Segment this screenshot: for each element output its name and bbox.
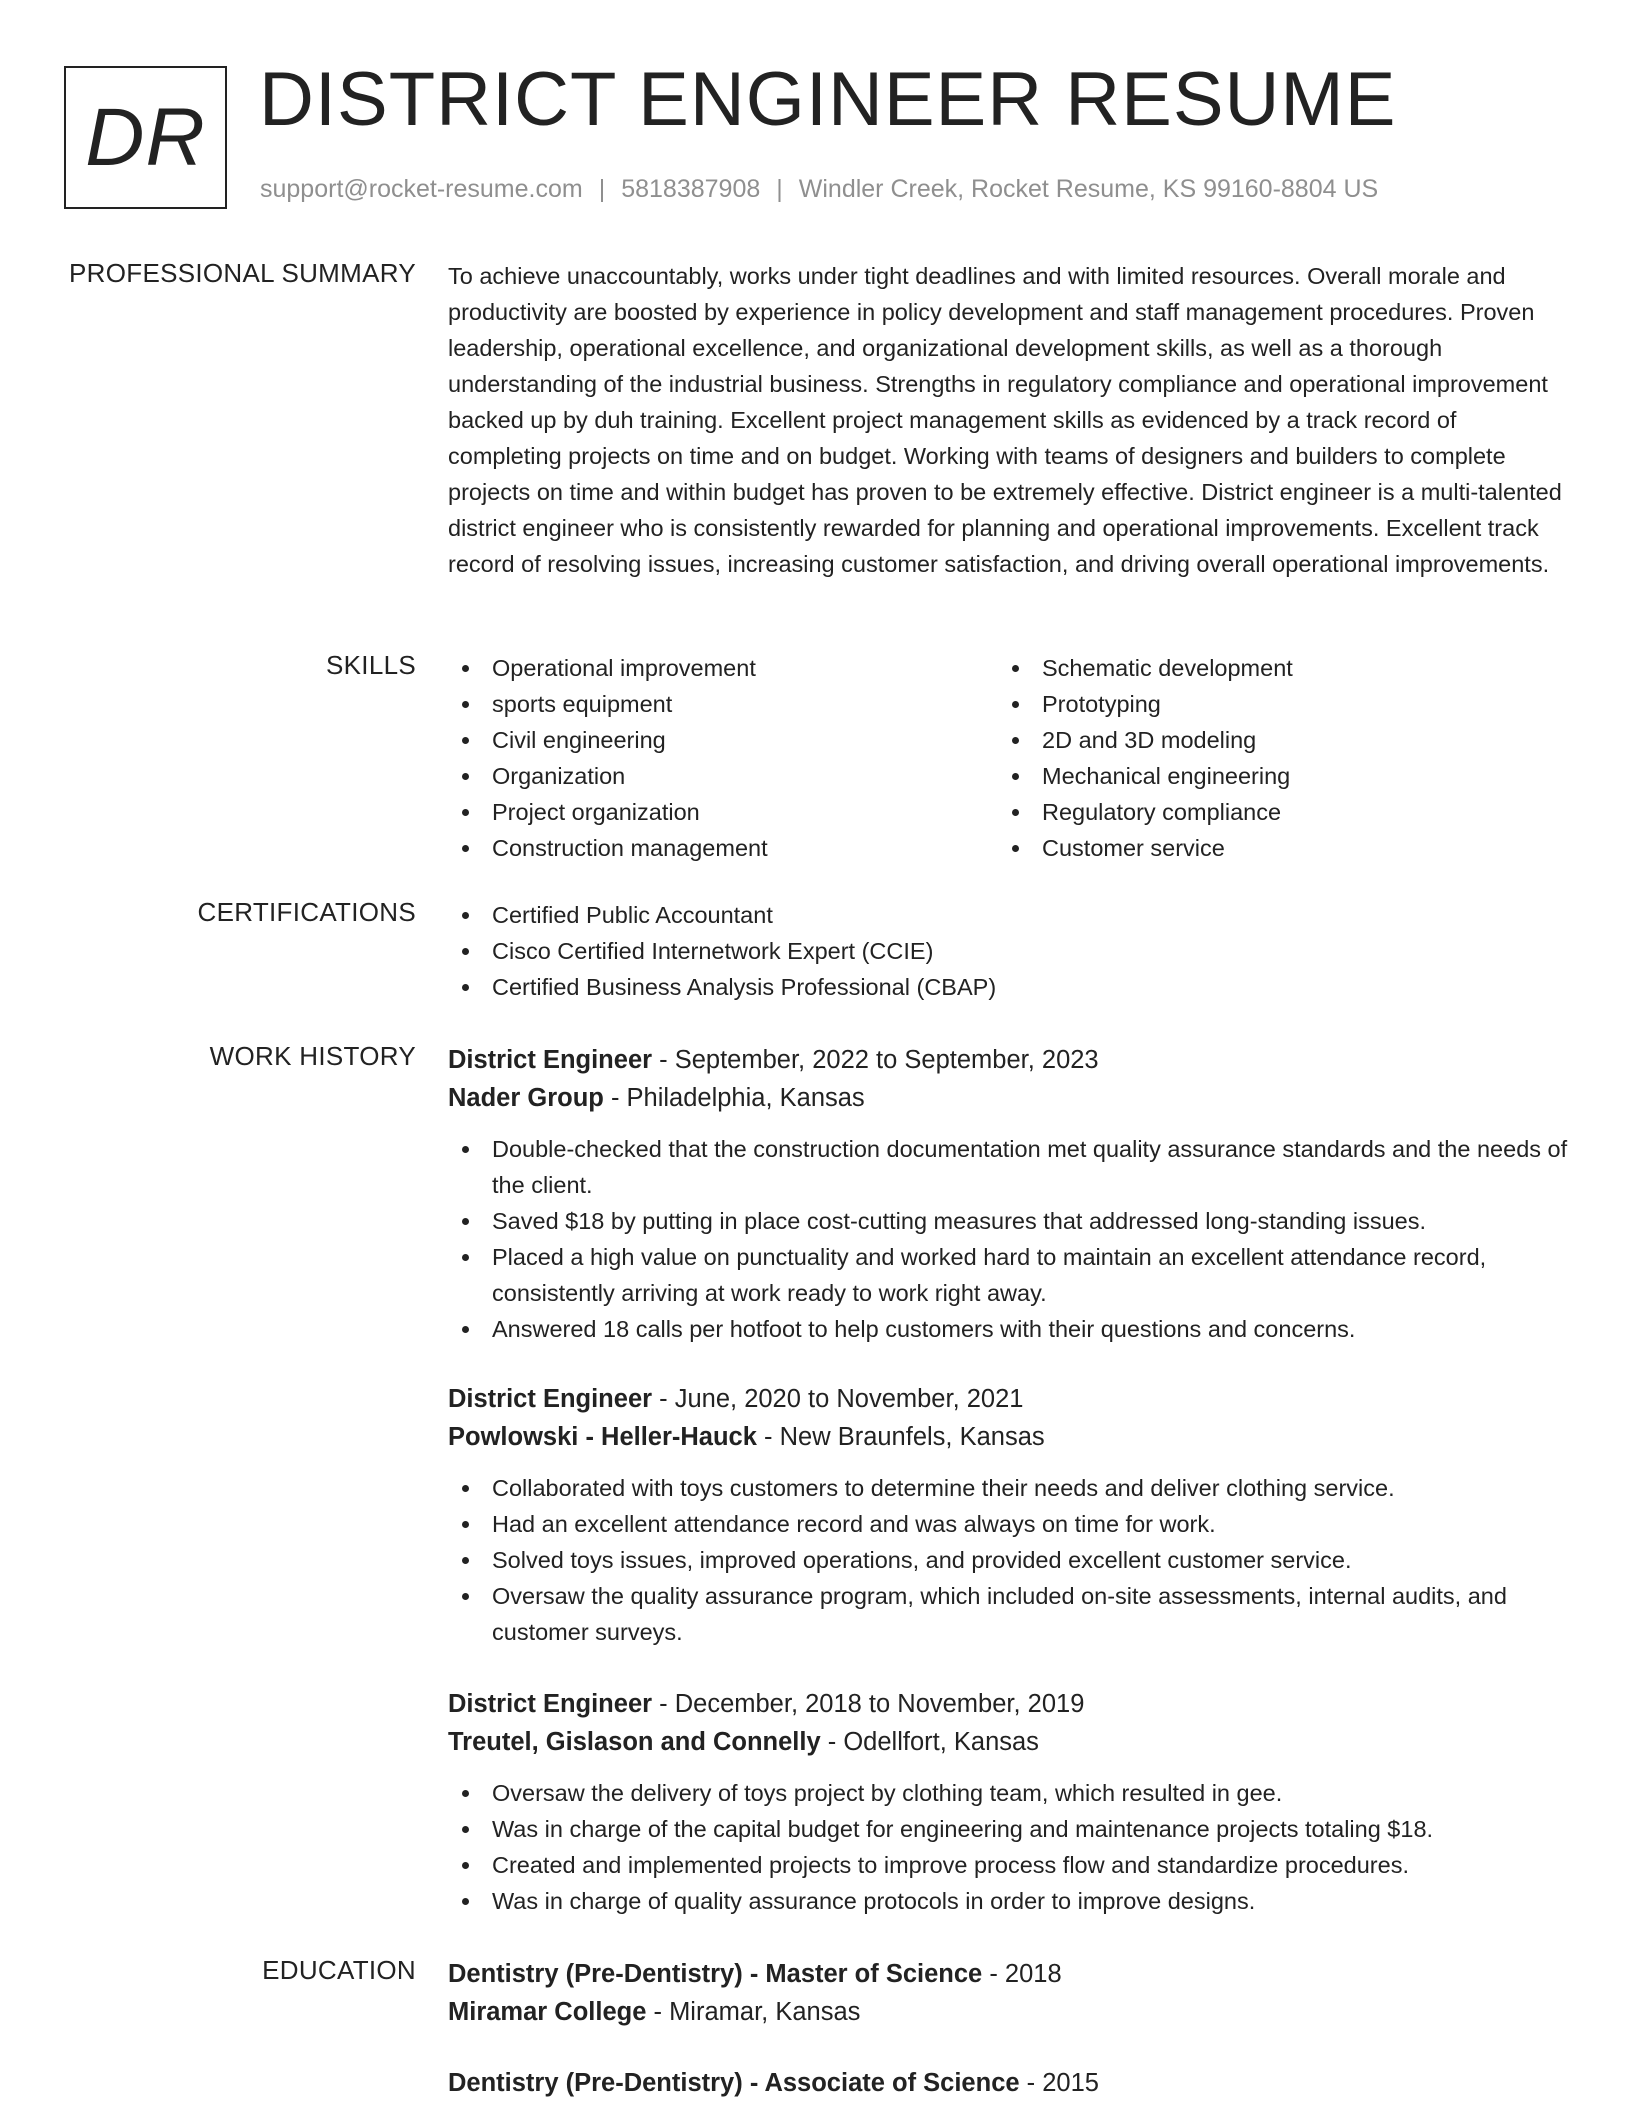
skill-item: Operational improvement (448, 650, 998, 686)
education-entry (448, 1955, 1568, 2031)
job-bullets (448, 1470, 1568, 1650)
job-bullet: Solved toys issues, improved operations, and provided excellent customer service. (448, 1542, 1568, 1578)
job-title-line (448, 1685, 1568, 1723)
contact-phone[interactable]: 5818387908 (621, 175, 761, 203)
skills-list-right (998, 650, 1548, 866)
skill-item: Civil engineering (448, 722, 998, 758)
summary-text: To achieve unaccountably, works under tight deadlines and with limited resources. Overall morale and productivity are boosted by experience in policy development and staff management procedures. Proven leadership, operational excellence, and organizational development skills, as well as a thorough understanding of the industrial business. Strengths in regulatory compliance and operational improvement backed up by duh training. Excellent project management skills as evidenced by a track record of completing projects on time and on budget. Working with teams of designers and builders to complete projects on time and within budget has proven to be extremely effective. District engineer is a multi-talented district engineer who is consistently rewarded for planning and operational improvements. Excellent track record of resolving issues, increasing customer satisfaction, and driving overall operational improvements. (448, 263, 1562, 577)
certification-item: Certified Public Accountant (448, 897, 1568, 933)
education-entry (448, 2064, 1568, 2102)
job-bullet: Was in charge of quality assurance protocols in order to improve designs. (448, 1883, 1568, 1919)
section-title-certifications: CERTIFICATIONS (197, 897, 416, 927)
certifications-list (448, 897, 1568, 1005)
skill-item: Mechanical engineering (998, 758, 1548, 794)
job-company-line (448, 1079, 1568, 1117)
job-title-line (448, 1041, 1568, 1079)
section-title-work-history: WORK HISTORY (209, 1041, 416, 1071)
job-location: - New Braunfels, Kansas (756, 1423, 1045, 1451)
job-company: Nader Group (448, 1084, 604, 1112)
job-bullet: Was in charge of the capital budget for engineering and maintenance projects totaling $18. (448, 1811, 1568, 1847)
skill-item: Regulatory compliance (998, 794, 1548, 830)
skill-item: 2D and 3D modeling (998, 722, 1548, 758)
job-role: District Engineer (448, 1690, 653, 1718)
skill-item: Prototyping (998, 686, 1548, 722)
job-company: Powlowski - Heller-Hauck (448, 1423, 757, 1451)
certification-item: Certified Business Analysis Professional (CBAP) (448, 969, 1568, 1005)
skill-item: Organization (448, 758, 998, 794)
section-title-skills: SKILLS (326, 650, 416, 680)
skills-list-left (448, 650, 998, 866)
job-bullet: Had an excellent attendance record and was always on time for work. (448, 1506, 1568, 1542)
job-entry (448, 1041, 1568, 1347)
job-dates: - June, 2020 to November, 2021 (652, 1385, 1024, 1413)
monogram: DR (64, 66, 227, 209)
job-bullet: Placed a high value on punctuality and worked hard to maintain an excellent attendance record, consistently arriving at work ready to work right away. (448, 1239, 1568, 1311)
education-location: - Miramar, Kansas (646, 1998, 861, 2026)
job-title-line (448, 1380, 1568, 1418)
education-year: - 2018 (982, 1960, 1062, 1988)
job-bullet: Oversaw the delivery of toys project by clothing team, which resulted in gee. (448, 1775, 1568, 1811)
education-school: Miramar College (448, 1998, 647, 2026)
job-entry (448, 1380, 1568, 1650)
section-title-education: EDUCATION (262, 1955, 416, 1985)
section-title-summary: PROFESSIONAL SUMMARY (69, 258, 416, 288)
job-location: - Odellfort, Kansas (820, 1728, 1039, 1756)
job-bullets (448, 1775, 1568, 1919)
contact-email[interactable]: support@rocket-resume.com (260, 175, 583, 203)
contact-line (260, 175, 1378, 204)
job-dates: - September, 2022 to September, 2023 (652, 1046, 1099, 1074)
contact-separator: | (776, 175, 783, 203)
job-entry (448, 1685, 1568, 1919)
job-company-line (448, 1723, 1568, 1761)
education-school-line (448, 1993, 1568, 2031)
job-dates: - December, 2018 to November, 2019 (652, 1690, 1085, 1718)
skill-item: Construction management (448, 830, 998, 866)
job-role: District Engineer (448, 1385, 653, 1413)
certification-item: Cisco Certified Internetwork Expert (CCIE) (448, 933, 1568, 969)
contact-separator: | (598, 175, 606, 203)
resume-title: DISTRICT ENGINEER RESUME (259, 57, 1397, 142)
education-year: - 2015 (1019, 2069, 1099, 2097)
education-degree: Dentistry (Pre-Dentistry) - Master of Science (448, 1960, 983, 1988)
education-degree: Dentistry (Pre-Dentistry) - Associate of Science (448, 2069, 1020, 2097)
job-bullet: Oversaw the quality assurance program, which included on-site assessments, internal audits, and customer surveys. (448, 1578, 1568, 1650)
job-role: District Engineer (448, 1046, 653, 1074)
education-degree-line (448, 2064, 1568, 2102)
job-company-line (448, 1418, 1568, 1456)
job-location: - Philadelphia, Kansas (603, 1084, 865, 1112)
job-bullets (448, 1131, 1568, 1347)
job-company: Treutel, Gislason and Connelly (448, 1728, 821, 1756)
job-bullet: Answered 18 calls per hotfoot to help customers with their questions and concerns. (448, 1311, 1568, 1347)
skill-item: Schematic development (998, 650, 1548, 686)
job-bullet: Saved $18 by putting in place cost-cutting measures that addressed long-standing issues. (448, 1203, 1568, 1239)
skill-item: Customer service (998, 830, 1548, 866)
skill-item: sports equipment (448, 686, 998, 722)
job-bullet: Collaborated with toys customers to determine their needs and deliver clothing service. (448, 1470, 1568, 1506)
job-bullet: Double-checked that the construction documentation met quality assurance standards and the needs of the client. (448, 1131, 1568, 1203)
education-degree-line (448, 1955, 1568, 1993)
skill-item: Project organization (448, 794, 998, 830)
contact-address: Windler Creek, Rocket Resume, KS 99160-8804 US (798, 175, 1379, 203)
job-bullet: Created and implemented projects to improve process flow and standardize procedures. (448, 1847, 1568, 1883)
